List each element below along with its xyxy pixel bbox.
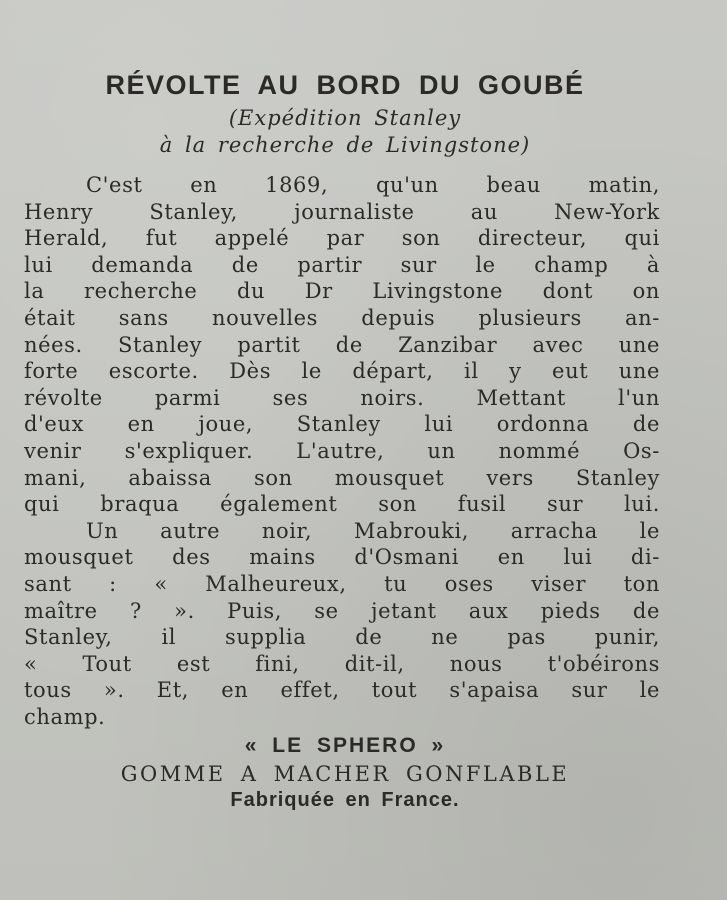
story-line: la recherche du Dr Livingstone dont on	[24, 279, 660, 304]
story-line: Herald, fut appelé par son directeur, qui	[24, 226, 660, 251]
story-line: maître ? ». Puis, se jetant aux pieds de	[24, 598, 660, 623]
story-line: Un autre noir, Mabrouki, arracha le	[86, 518, 660, 543]
story-line: C'est en 1869, qu'un beau matin,	[86, 173, 660, 197]
card-title: RÉVOLTE AU BORD DU GOUBÉ	[105, 70, 585, 100]
story-line: forte escorte. Dès le départ, il y eut une	[24, 359, 660, 384]
story-line: sant : « Malheureux, tu oses viser ton	[24, 571, 660, 596]
story-line: mani, abaissa son mousquet vers Stanley	[24, 465, 660, 490]
story-line: révolte parmi ses noirs. Mettant l'un	[24, 385, 660, 410]
story-line: Stanley, il supplia de ne pas punir,	[24, 625, 660, 650]
story-line: « Tout est fini, dit-il, nous t'obéirons	[24, 651, 660, 676]
card-subtitle-line1: (Expédition Stanley	[228, 106, 462, 130]
story-line: tous ». Et, en effet, tout s'apaisa sur le	[24, 678, 660, 703]
story-line: qui braqua également son fusil sur lui.	[24, 492, 660, 517]
product-description: GOMME A MACHER GONFLABLE	[120, 762, 570, 786]
origin-note: Fabriquée en France.	[230, 789, 460, 811]
story-line: venir s'expliquer. L'autre, un nommé Os-	[24, 438, 660, 463]
story-line: d'eux en joue, Stanley lui ordonna de	[24, 412, 660, 437]
story-line: Henry Stanley, journaliste au New-York	[24, 199, 660, 224]
card-subtitle-line2: à la recherche de Livingstone)	[159, 133, 531, 157]
story-line: champ.	[24, 704, 106, 729]
story-text	[24, 172, 660, 730]
brand-name: « LE SPHERO »	[244, 734, 446, 757]
story-line: était sans nouvelles depuis plusieurs an-	[24, 305, 660, 330]
story-line: lui demanda de partir sur le champ à	[24, 252, 660, 277]
story-line: mousquet des mains d'Osmani en lui di-	[24, 545, 660, 570]
story-line: nées. Stanley partit de Zanzibar avec une	[24, 332, 660, 357]
